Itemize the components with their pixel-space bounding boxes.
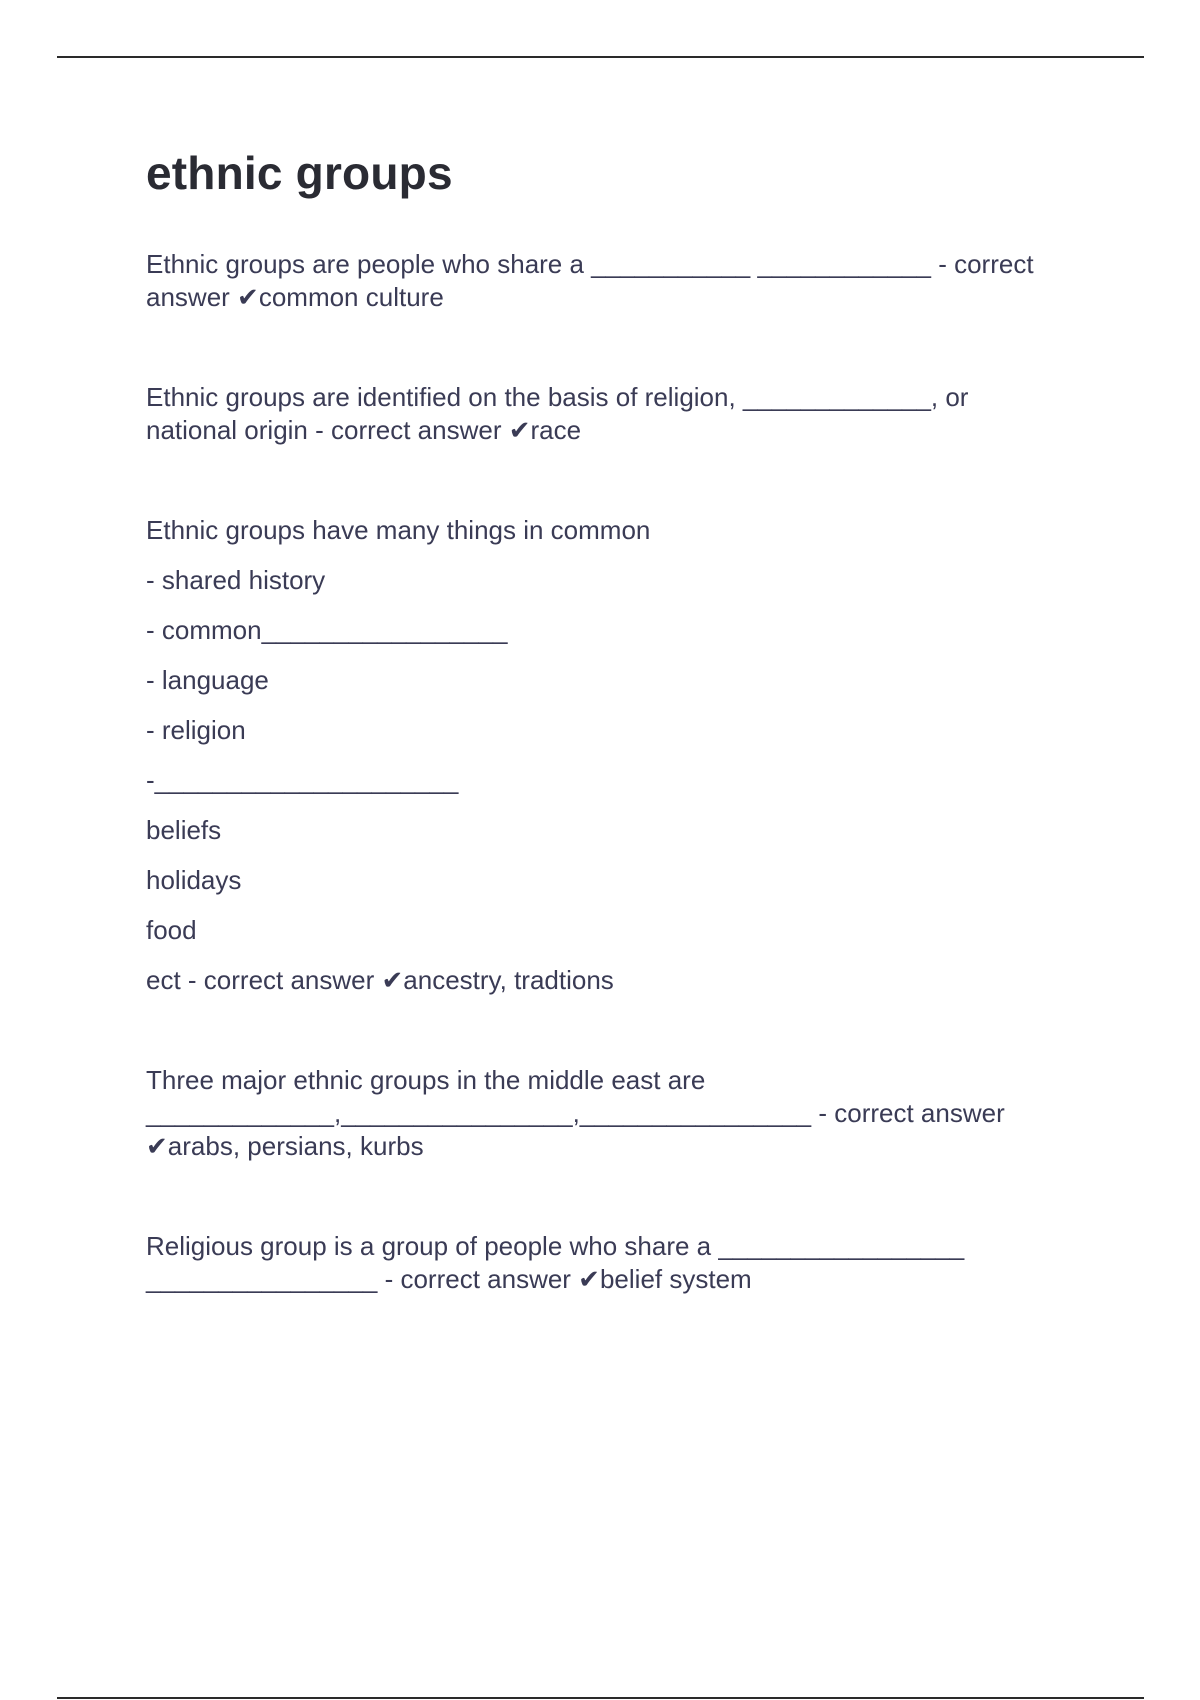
- question-3-line-1: Ethnic groups have many things in common: [146, 515, 651, 545]
- question-2: [146, 381, 1086, 447]
- document-body: [146, 248, 1086, 1296]
- question-3-line-8: holidays: [146, 865, 242, 895]
- question-5: [146, 1230, 1086, 1296]
- question-2-line-2: national origin - correct answer ✔race: [146, 415, 582, 445]
- question-1: [146, 248, 1086, 314]
- question-3-line-2: - shared history: [146, 565, 326, 595]
- question-3-line-3: - common_________________: [146, 615, 508, 645]
- question-4: [146, 1064, 1086, 1163]
- question-3: [146, 514, 1086, 997]
- question-4-line-3: ✔arabs, persians, kurbs: [146, 1131, 424, 1161]
- question-1-line-1: Ethnic groups are people who share a ___________ ____________ - correct: [146, 249, 1034, 279]
- question-4-line-2: _____________,________________,________________ - correct answer: [146, 1098, 1005, 1128]
- question-2-line-1: Ethnic groups are identified on the basis of religion, _____________, or: [146, 382, 969, 412]
- question-3-line-4: - language: [146, 665, 269, 695]
- question-5-line-1: Religious group is a group of people who share a _________________: [146, 1231, 965, 1261]
- bottom-rule: [57, 1697, 1144, 1699]
- question-3-line-9: food: [146, 915, 197, 945]
- question-4-line-1: Three major ethnic groups in the middle east are: [146, 1065, 706, 1095]
- page-title: ethnic groups: [146, 147, 453, 199]
- top-rule: [57, 56, 1144, 58]
- question-1-line-2: answer ✔common culture: [146, 282, 444, 312]
- question-5-line-2: ________________ - correct answer ✔belief system: [146, 1264, 752, 1294]
- question-3-line-6: -_____________________: [146, 765, 459, 795]
- question-3-line-5: - religion: [146, 715, 246, 745]
- question-3-line-10: ect - correct answer ✔ancestry, tradtions: [146, 965, 614, 995]
- question-3-line-7: beliefs: [146, 815, 222, 845]
